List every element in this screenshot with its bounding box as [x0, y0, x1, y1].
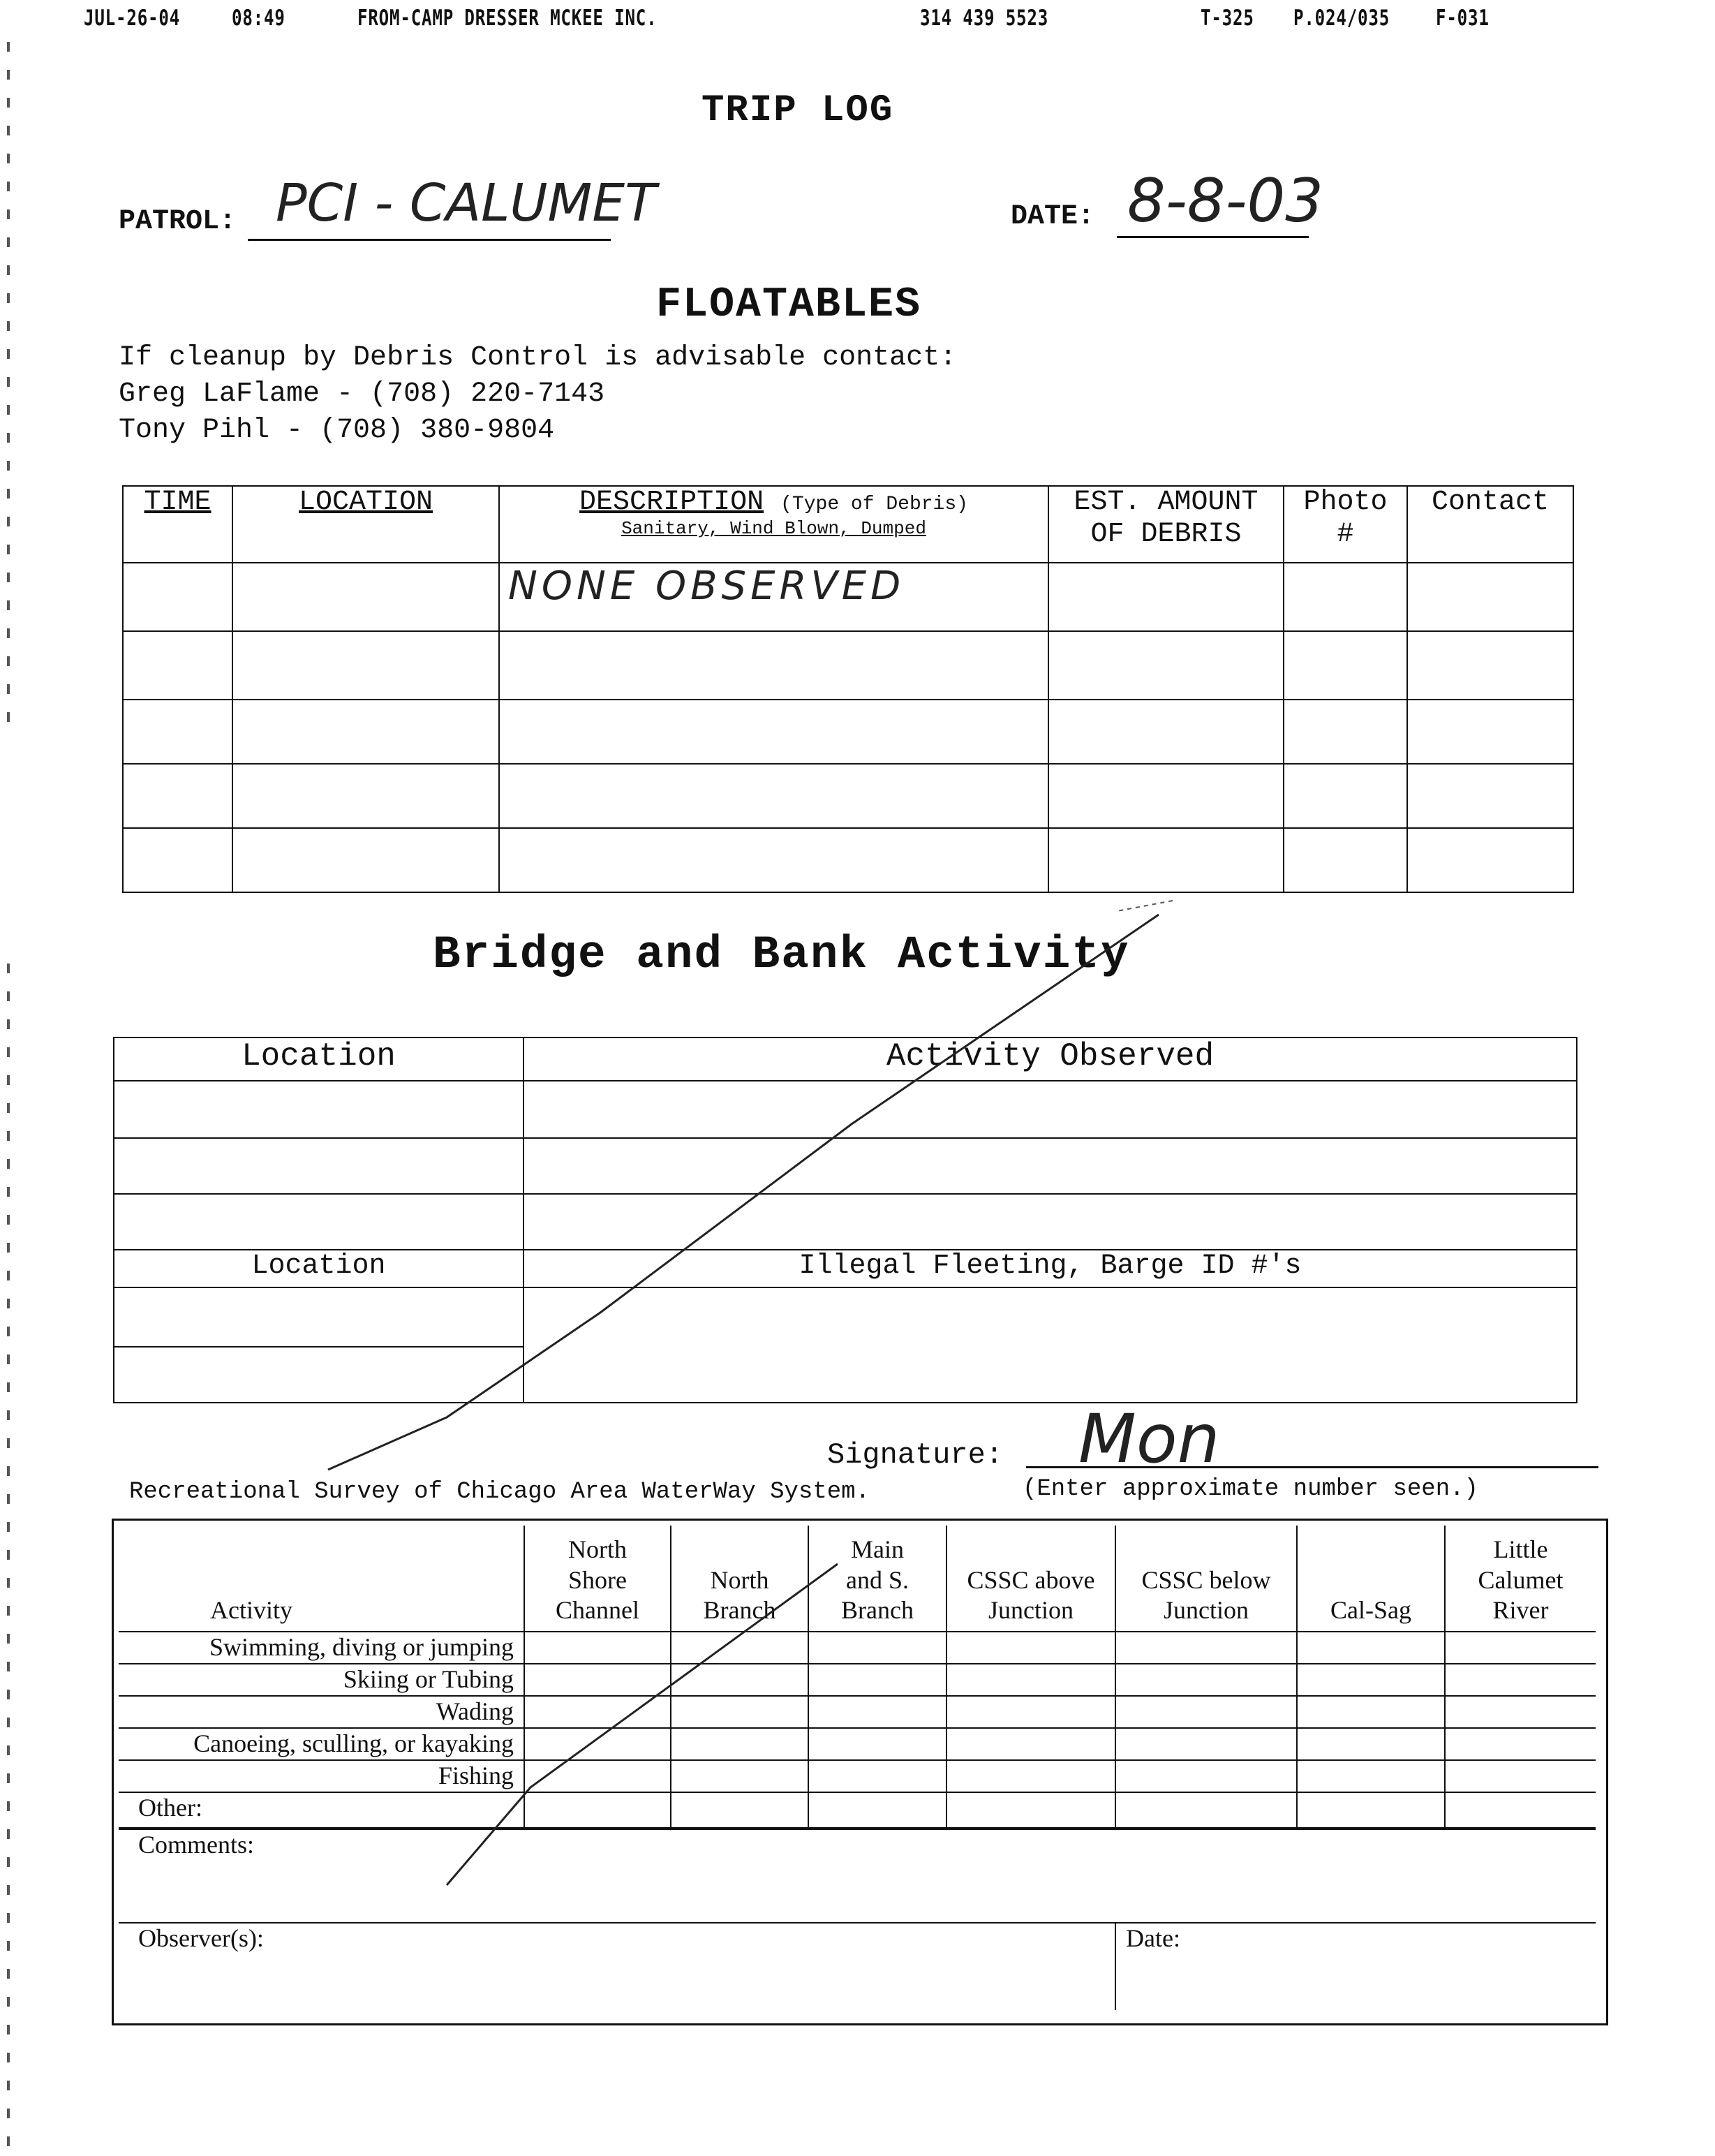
floatables-heading: FLOATABLES	[656, 281, 922, 329]
fax-time: 08:49	[232, 6, 285, 31]
signature-value: Mon	[1078, 1400, 1220, 1478]
col-photo: Photo #	[1284, 486, 1407, 563]
activity-fishing: Fishing	[119, 1760, 524, 1792]
bridge-bank-heading: Bridge and Bank Activity	[433, 929, 1130, 981]
col-north-shore: North Shore Channel	[524, 1526, 671, 1632]
col-activity: Activity	[119, 1526, 524, 1632]
observers-label: Observer(s):	[119, 1923, 1115, 2010]
signature-label: Signature:	[827, 1438, 1004, 1472]
col-contact: Contact	[1407, 486, 1573, 563]
col-little-calumet: Little Calumet River	[1445, 1526, 1596, 1632]
activity-canoeing: Canoeing, sculling, or kayaking	[119, 1728, 524, 1760]
survey-date-label: Date:	[1115, 1923, 1596, 2010]
activity-wading: Wading	[119, 1696, 524, 1728]
col-cssc-above: CSSC above Junction	[946, 1526, 1115, 1632]
floatables-entry: NONE OBSERVED	[508, 563, 905, 609]
contact-greg: Greg LaFlame - (708) 220-7143	[119, 378, 605, 410]
col-bb-activity: Activity Observed	[524, 1038, 1577, 1081]
activity-skiing: Skiing or Tubing	[119, 1664, 524, 1696]
floatables-instruction: If cleanup by Debris Control is advisable contact:	[119, 342, 957, 374]
col-cal-sag: Cal-Sag	[1297, 1526, 1445, 1632]
col-fleeting: Illegal Fleeting, Barge ID #'s	[524, 1250, 1577, 1287]
col-cssc-below: CSSC below Junction	[1115, 1526, 1297, 1632]
page-title: TRIP LOG	[701, 89, 894, 132]
col-north-branch: North Branch	[671, 1526, 808, 1632]
date-value: 8-8-03	[1127, 166, 1323, 236]
col-description: DESCRIPTION (Type of Debris) Sanitary, Wind Blown, Dumped	[499, 486, 1048, 563]
fax-t: T-325	[1201, 6, 1254, 31]
activity-swimming: Swimming, diving or jumping	[119, 1632, 524, 1664]
fax-from: FROM-CAMP DRESSER MCKEE INC.	[357, 6, 658, 31]
col-bb-location: Location	[114, 1038, 524, 1081]
col-fleet-location: Location	[114, 1250, 524, 1287]
date-label: DATE:	[1011, 201, 1095, 232]
activity-other: Other:	[119, 1792, 524, 1829]
col-amount: EST. AMOUNT OF DEBRIS	[1048, 486, 1284, 563]
fax-date: JUL-26-04	[84, 6, 181, 31]
comments-label: Comments:	[119, 1829, 1596, 1923]
contact-tony: Tony Pihl - (708) 380-9804	[119, 415, 555, 446]
patrol-label: PATROL:	[119, 206, 237, 237]
col-location: LOCATION	[232, 486, 499, 563]
fax-phone: 314 439 5523	[920, 6, 1049, 31]
col-time: TIME	[123, 486, 232, 563]
survey-intro: Recreational Survey of Chicago Area WaterWay System.	[129, 1479, 870, 1505]
fax-f: F-031	[1436, 6, 1490, 31]
survey-note: (Enter approximate number seen.)	[1023, 1476, 1478, 1502]
patrol-value: PCI - CALUMET	[276, 173, 657, 233]
fax-page: P.024/035	[1293, 6, 1390, 31]
col-main-s-branch: Main and S. Branch	[808, 1526, 946, 1632]
